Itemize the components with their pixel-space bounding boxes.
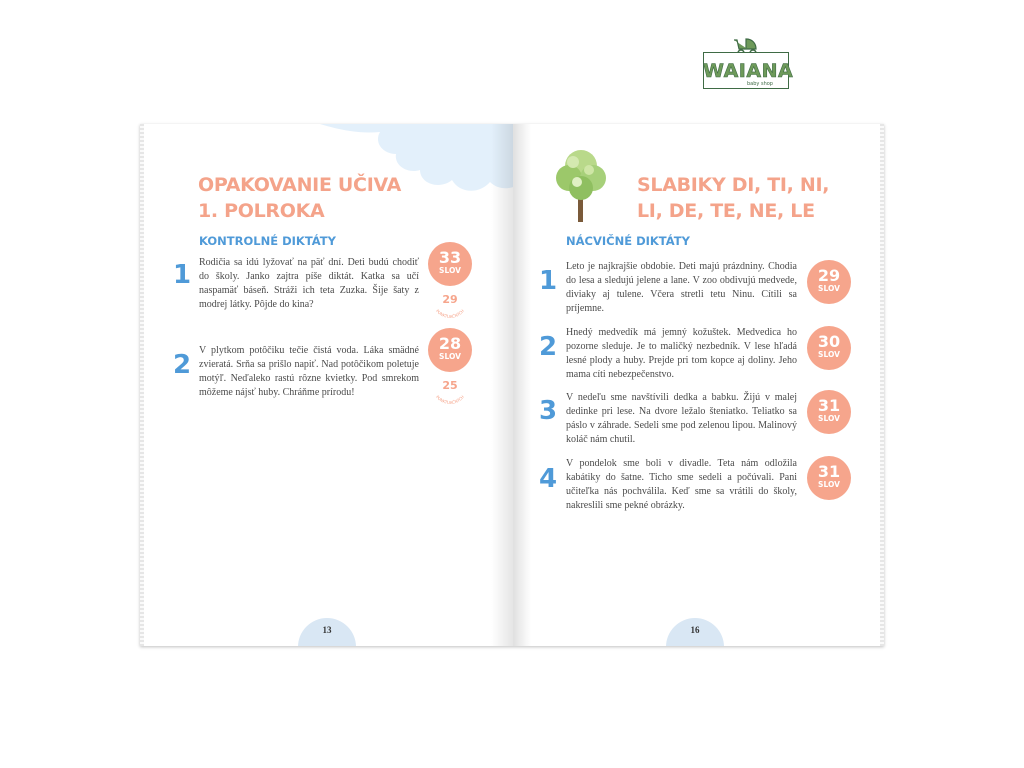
exercise-text: Rodičia sa idú lyžovať na päť dní. Deti budú chodiť do školy. Janko zajtra píše diktát. Katka sa učí naspamäť báseň. Stráži ich teta Zuzka. Šije šaty z modrej látky. Pôjde do kina? [199, 257, 419, 310]
waiana-logo[interactable] [703, 37, 794, 93]
word-count-label: SLOV [818, 350, 840, 359]
section-subtitle: KONTROLNÉ DIKTÁTY [199, 234, 336, 248]
page-title-line: LI, DE, TE, NE, LE [637, 200, 815, 222]
page-number-text: 16 [690, 625, 700, 635]
exercise-number: 1 [172, 260, 192, 290]
punctuation-count-label: PUNKTUAČNÝCH [434, 394, 466, 404]
word-count-badge [807, 390, 851, 434]
word-count-badge [428, 242, 472, 286]
word-count-number: 28 [438, 334, 462, 353]
right-page [513, 124, 884, 646]
page-number [298, 618, 356, 646]
word-count-badge [807, 456, 851, 500]
page-title-line: SLABIKY DI, TI, NI, [637, 174, 830, 196]
exercise-text: V plytkom potôčiku tečie čistá voda. Láka smädné zvieratá. Srňa sa prišlo napiť. Nad potôčikom poletuje motýľ. Neďaleko rastú rôzne kvietky. Pod smrekom môžeme nájsť huby. Chráňme prírodu! [199, 345, 419, 398]
punctuation-count-arc [428, 288, 472, 318]
exercise-number: 2 [538, 332, 558, 362]
word-count-badge [807, 326, 851, 370]
book-spread [140, 124, 884, 646]
exercise-text: Hnedý medvedík má jemný kožuštek. Medvedica ho pozorne sleduje. Je to maličký nezbedník. V lese hľadá lesné plody a huby. Prejde pri tom kopce aj doliny. Jeho mama cíti nebezpečenstvo. [566, 327, 797, 380]
word-count-badge [807, 260, 851, 304]
word-count-label: SLOV [818, 414, 840, 423]
word-count-number: 33 [438, 248, 462, 267]
word-count-number: 31 [817, 396, 841, 415]
exercise-text: V pondelok sme boli v divadle. Teta nám odložila kabátiky do šatne. Ticho sme sedeli a počúvali. Pani učiteľka nás pochválila. Keď sme sa vrátili do školy, nakreslili sme pekné obrázky. [566, 458, 797, 511]
logo-tagline: baby shop [747, 81, 773, 87]
word-count-number: 29 [817, 266, 841, 285]
page-title [198, 172, 401, 224]
exercise-text: Leto je najkrajšie obdobie. Deti majú prázdniny. Chodia do lesa a sledujú jelene a lane. V zoo obdivujú medvede, diviaky aj tulene. Včera stretli tetu Ninu. Cítili sa príjemne. [566, 261, 797, 314]
word-count-number: 30 [817, 332, 841, 351]
punctuation-count-label: PUNKTUAČNÝCH [434, 308, 466, 318]
exercise-number: 2 [172, 350, 192, 380]
word-count-label: SLOV [818, 284, 840, 293]
page-edge [880, 124, 884, 646]
svg-text:PUNKTUAČNÝCH [435, 394, 465, 404]
left-page [140, 124, 513, 646]
exercise-number: 3 [538, 396, 558, 426]
page-gutter [491, 124, 513, 646]
page-title [637, 172, 829, 224]
word-count-label: SLOV [818, 480, 840, 489]
svg-text:PUNKTUAČNÝCH [435, 308, 465, 318]
page-title-line: 1. POLROKA [198, 200, 325, 222]
word-count-label: SLOV [439, 266, 461, 275]
page-title-line: OPAKOVANIE UČIVA [198, 174, 401, 196]
section-subtitle: NÁCVIČNÉ DIKTÁTY [566, 234, 690, 248]
word-count-label: SLOV [439, 352, 461, 361]
punctuation-count-arc [428, 374, 472, 404]
page-number-text: 13 [322, 625, 332, 635]
page-number [666, 618, 724, 646]
word-count-badge [428, 328, 472, 372]
exercise-number: 4 [538, 464, 558, 494]
punctuation-count-number: 25 [442, 379, 458, 392]
punctuation-count-number: 29 [442, 293, 458, 306]
page-edge [140, 124, 144, 646]
page-gutter [513, 124, 531, 646]
exercise-number: 1 [538, 266, 558, 296]
logo-wordmark: WAIANA [703, 60, 794, 82]
exercise-text: V nedeľu sme navštívili dedka a babku. Žijú v malej dedinke pri lese. Na dvore ležalo šteniatko. Teliatko sa páslo v záhrade. Sedeli sme pod zelenou lipou. Malinový koláč nám chutil. [566, 392, 797, 445]
tree-icon [553, 144, 609, 224]
word-count-number: 31 [817, 462, 841, 481]
